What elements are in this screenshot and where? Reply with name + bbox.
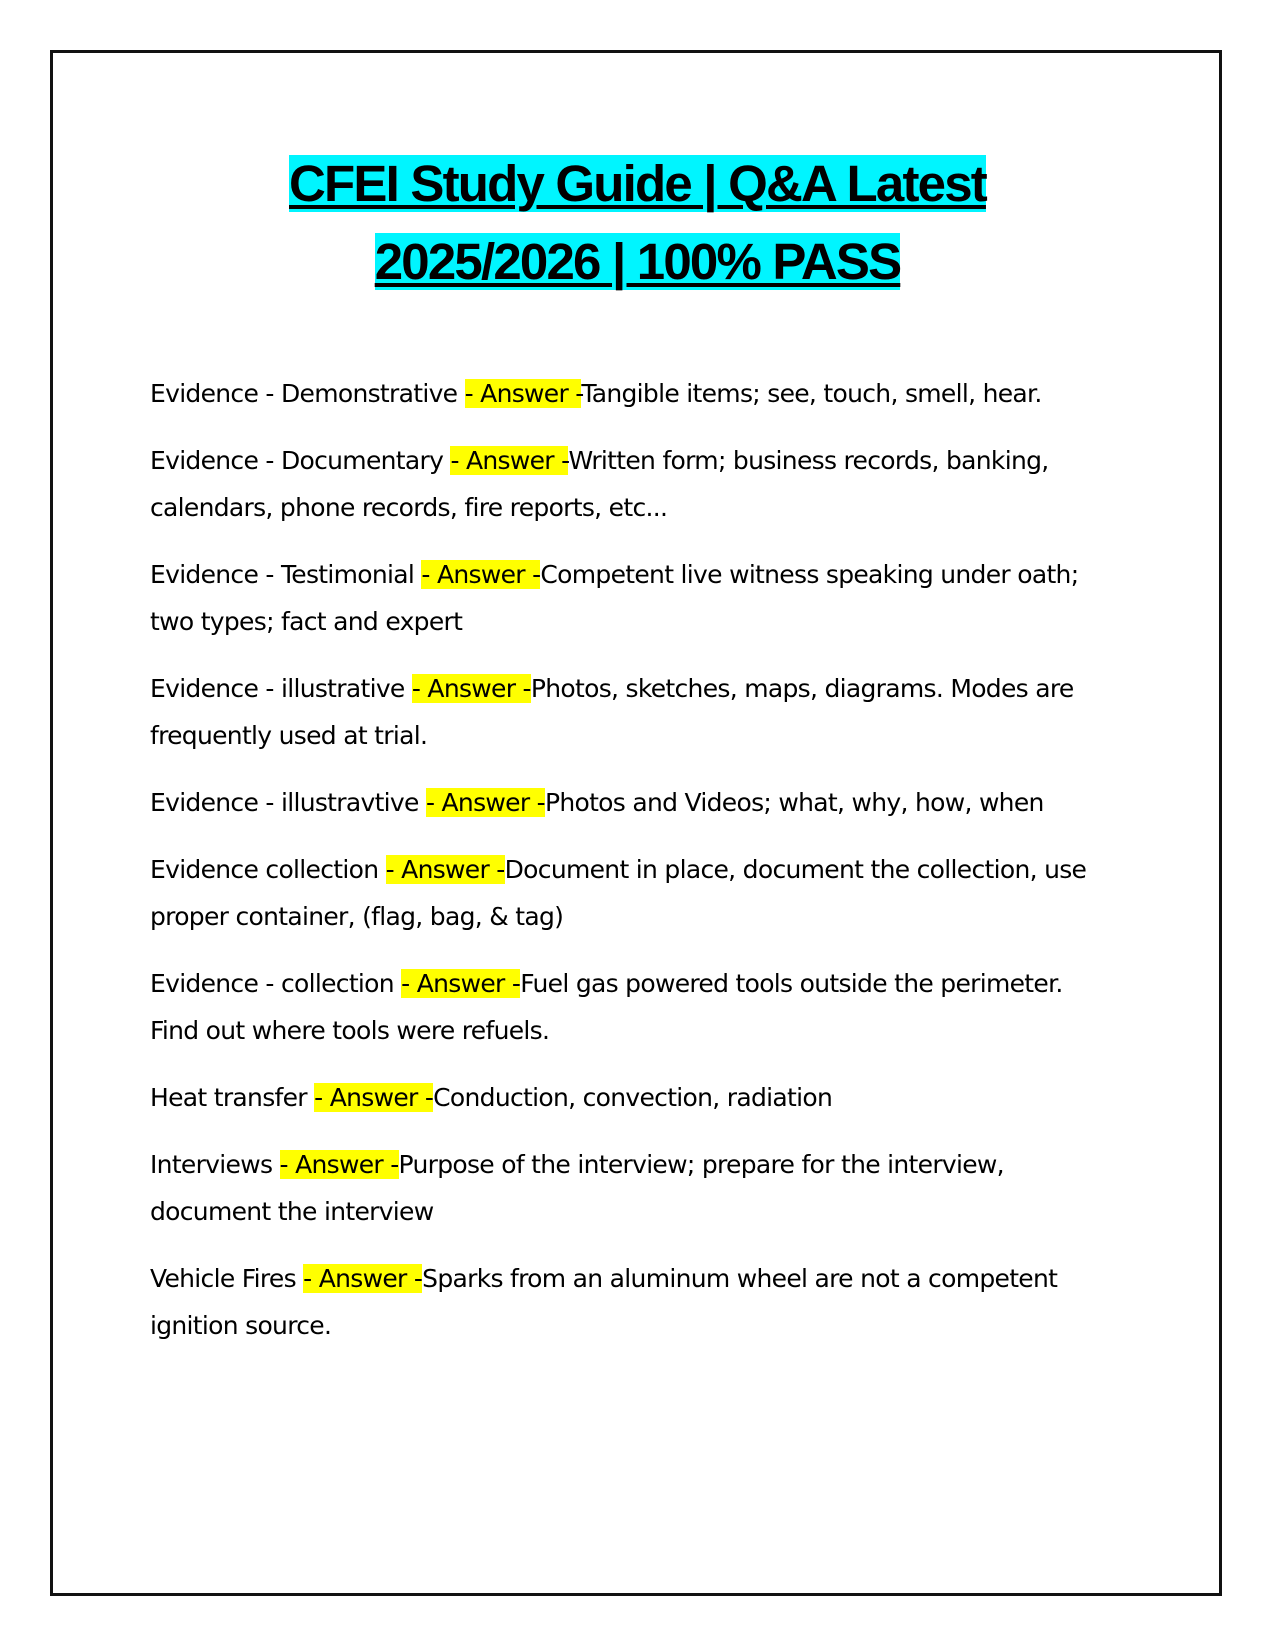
qa-item [150, 846, 1110, 940]
qa-term: Evidence - Demonstrative [150, 379, 465, 408]
qa-item [150, 960, 1110, 1054]
qa-item [150, 665, 1110, 759]
qa-term: Evidence - illustravtive [150, 788, 426, 817]
answer-marker: - Answer - [303, 1264, 423, 1293]
qa-item [150, 437, 1110, 531]
answer-marker: - Answer - [411, 674, 531, 703]
answer-marker: - Answer - [450, 446, 569, 475]
qa-answer: Photos and Videos; what, why, how, when [544, 788, 1044, 817]
qa-answer: Sparks from an aluminum wheel are not a competent ignition source. [150, 1264, 1058, 1340]
title-line-2: 2025/2026 | 100% PASS [374, 233, 901, 290]
qa-answer: Competent live witness speaking under oath; two types; fact and expert [150, 560, 1079, 636]
qa-term: Evidence - collection [150, 969, 402, 998]
answer-marker: - Answer - [385, 855, 505, 884]
qa-term: Heat transfer [150, 1083, 315, 1112]
qa-answer: Tangible items; see, touch, smell, hear. [581, 379, 1042, 408]
qa-item [150, 370, 1110, 417]
qa-answer: Conduction, convection, radiation [433, 1083, 833, 1112]
page-title [0, 145, 1275, 301]
qa-item [150, 779, 1110, 826]
qa-answer: Purpose of the interview; prepare for the interview, document the interview [150, 1150, 1004, 1226]
qa-term: Evidence - Documentary [150, 446, 451, 475]
qa-item [150, 551, 1110, 645]
qa-term: Evidence collection [150, 855, 386, 884]
qa-answer: Document in place, document the collection, use proper container, (flag, bag, & tag) [150, 855, 1087, 931]
qa-item [150, 1141, 1110, 1235]
answer-marker: - Answer - [464, 379, 582, 408]
answer-marker: - Answer - [425, 788, 545, 817]
qa-item [150, 1255, 1110, 1349]
qa-term: Vehicle Fires [150, 1264, 304, 1293]
answer-marker: - Answer - [279, 1150, 399, 1179]
qa-answer: Photos, sketches, maps, diagrams. Modes are frequently used at trial. [150, 674, 1074, 750]
qa-term: Evidence - Testimonial [150, 560, 422, 589]
qa-item [150, 1074, 1110, 1121]
qa-list [150, 370, 1110, 1369]
qa-term: Evidence - illustrative [150, 674, 412, 703]
title-line-1: CFEI Study Guide | Q&A Latest [289, 155, 986, 212]
qa-answer: Written form; business records, banking, calendars, phone records, fire reports, etc... [150, 446, 1049, 522]
qa-term: Interviews [150, 1150, 280, 1179]
answer-marker: - Answer - [421, 560, 541, 589]
answer-marker: - Answer - [314, 1083, 434, 1112]
qa-answer: Fuel gas powered tools outside the perimeter. Find out where tools were refuels. [150, 969, 1063, 1045]
answer-marker: - Answer - [401, 969, 521, 998]
